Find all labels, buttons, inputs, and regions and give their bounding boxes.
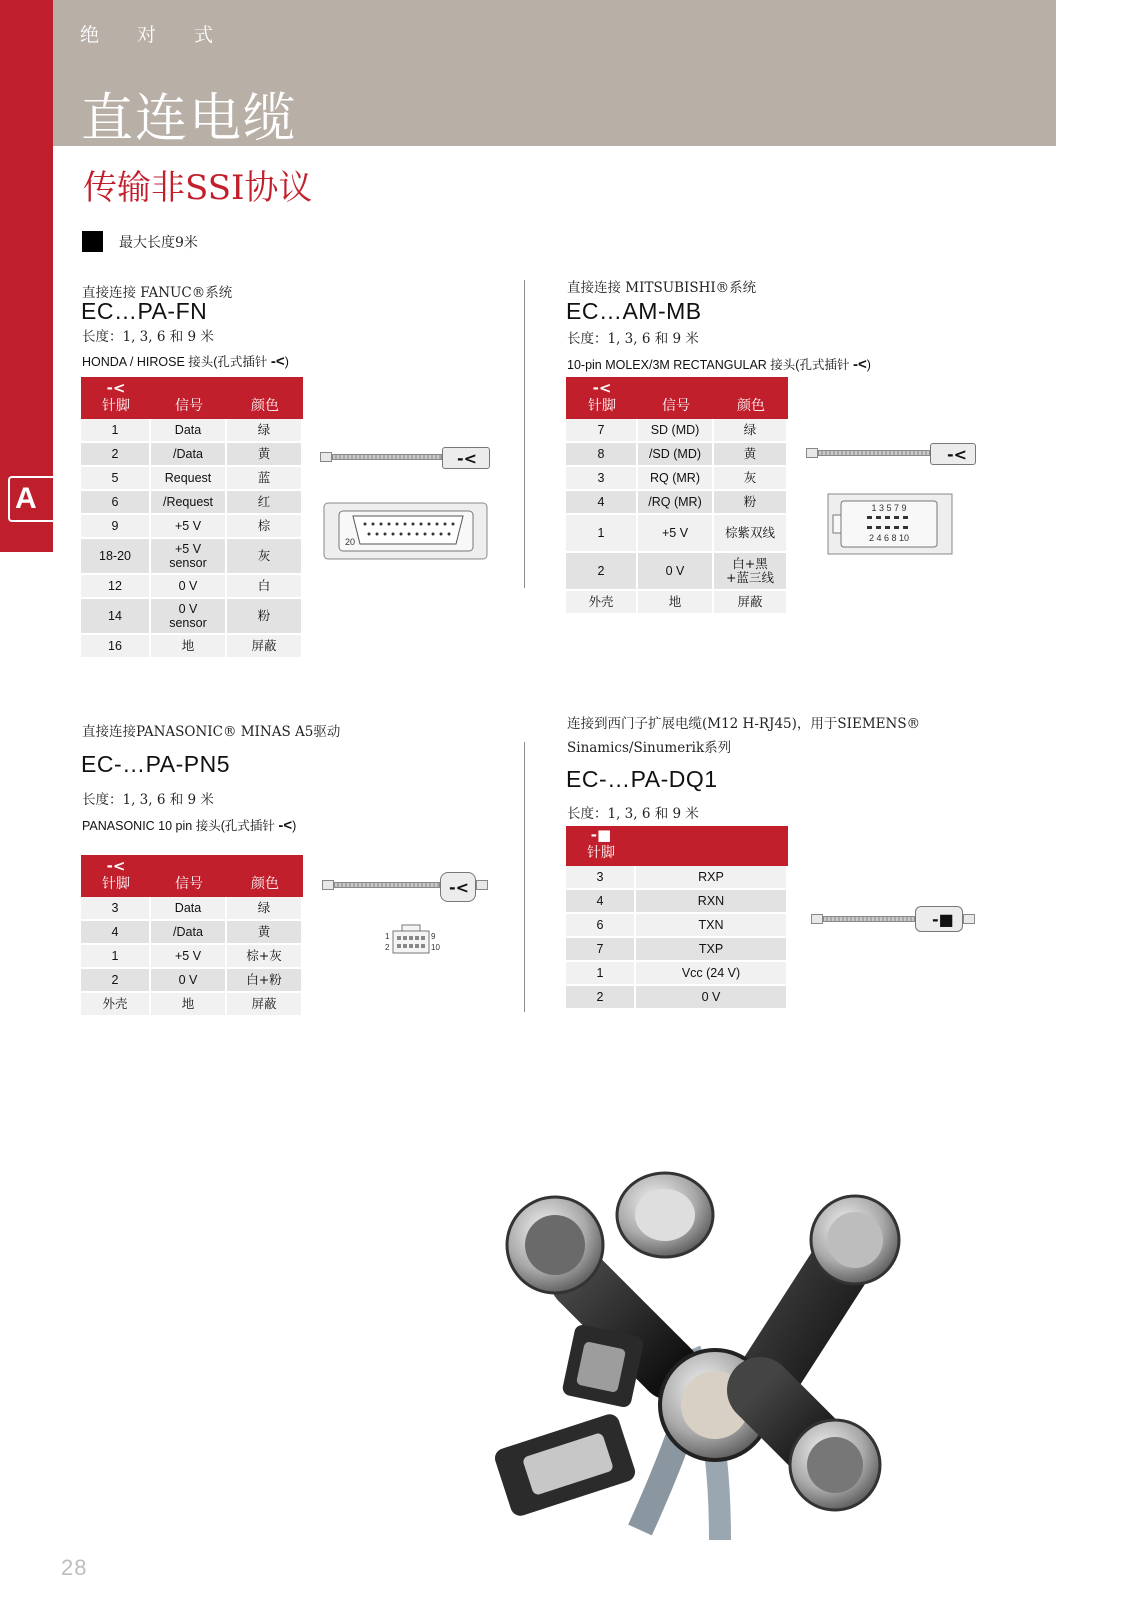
fanuc-diagram-label: 20 bbox=[345, 537, 356, 547]
signal-cell: 地 bbox=[151, 635, 227, 659]
table-row bbox=[81, 539, 303, 575]
signal-cell: TXN bbox=[636, 914, 788, 938]
mitsubishi-connector bbox=[567, 355, 871, 373]
panasonic-heading: 直接连接PANASONIC® MINAS A5驱动 bbox=[82, 724, 341, 740]
color-cell: 红 bbox=[227, 491, 303, 515]
signal-cell: RQ (MR) bbox=[638, 467, 714, 491]
pin-cell: 14 bbox=[81, 599, 151, 635]
page-title: 直连电缆 bbox=[81, 89, 298, 149]
socket-icon: -< bbox=[106, 379, 126, 397]
table-row bbox=[566, 914, 788, 938]
table-row bbox=[566, 443, 788, 467]
color-cell: 粉 bbox=[227, 599, 303, 635]
panasonic-cable-illustration: -< bbox=[322, 872, 490, 902]
siemens-model: EC-…PA-DQ1 bbox=[566, 766, 718, 792]
color-cell: 棕+灰 bbox=[227, 945, 303, 969]
pin-cell: 外壳 bbox=[81, 993, 151, 1017]
fanuc-length: 长度：1, 3, 6 和 9 米 bbox=[82, 329, 214, 345]
table-header-signal bbox=[636, 826, 788, 866]
signal-cell: /Data bbox=[151, 921, 227, 945]
pin-cell: 1 bbox=[566, 515, 638, 553]
table-row bbox=[566, 491, 788, 515]
signal-cell: 地 bbox=[151, 993, 227, 1017]
fanuc-connector-diagram bbox=[323, 502, 488, 560]
color-cell: 黄 bbox=[227, 921, 303, 945]
pin-cell: 2 bbox=[566, 986, 636, 1010]
table-row bbox=[81, 419, 303, 443]
column-divider-bottom bbox=[524, 742, 525, 1012]
mitsubishi-connector-diagram bbox=[827, 493, 953, 555]
pin-cell: 8 bbox=[566, 443, 638, 467]
signal-cell: 地 bbox=[638, 591, 714, 615]
pin-cell: 外壳 bbox=[566, 591, 638, 615]
max-length-text: 最大长度9米 bbox=[119, 234, 198, 251]
panasonic-diagram-label: 9 bbox=[431, 932, 436, 941]
siemens-length: 长度：1, 3, 6 和 9 米 bbox=[567, 806, 699, 822]
socket-icon: -< bbox=[278, 817, 293, 834]
table-row bbox=[566, 467, 788, 491]
panasonic-connector bbox=[82, 816, 296, 834]
fanuc-connector-text: HONDA / HIROSE 接头(孔式插针 bbox=[82, 355, 268, 369]
pin-cell: 2 bbox=[81, 443, 151, 467]
fanuc-heading: 直接连接 FANUC®系统 bbox=[82, 285, 233, 301]
fanuc-model: EC…PA-FN bbox=[81, 298, 208, 324]
pin-cell: 6 bbox=[566, 914, 636, 938]
socket-icon: -< bbox=[106, 857, 126, 875]
table-row bbox=[566, 515, 788, 553]
signal-cell: 0 V bbox=[151, 969, 227, 993]
page-header bbox=[53, 0, 1056, 149]
mitsubishi-model: EC…AM-MB bbox=[566, 298, 702, 324]
fanuc-cable-illustration: -< bbox=[320, 447, 490, 471]
section-tab-letter: A bbox=[15, 482, 37, 515]
siemens-heading-line1: 连接到西门子扩展电缆(M12 H-RJ45)，用于SIEMENS® bbox=[567, 716, 921, 732]
table-header-signal: 信号 bbox=[151, 377, 227, 419]
pin-cell: 18-20 bbox=[81, 539, 151, 575]
pin-cell: 5 bbox=[81, 467, 151, 491]
socket-icon: -< bbox=[270, 353, 285, 370]
color-cell: 黄 bbox=[227, 443, 303, 467]
signal-cell: /SD (MD) bbox=[638, 443, 714, 467]
color-cell: 棕 bbox=[227, 515, 303, 539]
signal-cell: Data bbox=[151, 897, 227, 921]
panasonic-connector-text: PANASONIC 10 pin 接头(孔式插针 bbox=[82, 819, 275, 833]
pin-cell: 6 bbox=[81, 491, 151, 515]
table-row bbox=[81, 969, 303, 993]
signal-cell: +5 V bbox=[151, 515, 227, 539]
signal-cell: Request bbox=[151, 467, 227, 491]
table-row bbox=[566, 419, 788, 443]
table-row bbox=[81, 635, 303, 659]
table-row bbox=[81, 599, 303, 635]
panasonic-diagram-label: 1 bbox=[385, 932, 390, 941]
table-row bbox=[81, 993, 303, 1017]
color-cell: 粉 bbox=[714, 491, 788, 515]
color-cell: 灰 bbox=[714, 467, 788, 491]
socket-icon: -< bbox=[852, 356, 867, 373]
color-cell: 蓝 bbox=[227, 467, 303, 491]
panasonic-diagram-label: 2 bbox=[385, 943, 390, 952]
socket-icon: -< bbox=[592, 379, 612, 397]
panasonic-pin-table bbox=[81, 855, 303, 1017]
table-header-signal: 信号 bbox=[151, 855, 227, 897]
table-row bbox=[81, 945, 303, 969]
signal-cell: +5 V sensor bbox=[151, 539, 227, 575]
signal-cell: TXP bbox=[636, 938, 788, 962]
panasonic-diagram-label: 10 bbox=[431, 943, 440, 952]
signal-cell: /Data bbox=[151, 443, 227, 467]
panasonic-connector-end: ) bbox=[292, 819, 297, 833]
panasonic-connector-diagram bbox=[382, 922, 444, 962]
color-cell: 屏蔽 bbox=[714, 591, 788, 615]
pin-cell: 12 bbox=[81, 575, 151, 599]
pin-cell: 3 bbox=[81, 897, 151, 921]
signal-cell: 0 V bbox=[151, 575, 227, 599]
mitsubishi-diagram-bottom: 2 4 6 8 10 bbox=[868, 533, 910, 543]
pin-cell: 1 bbox=[81, 945, 151, 969]
siemens-heading-line2: Sinamics/Sinumerik系列 bbox=[567, 740, 732, 756]
signal-cell: 0 V bbox=[638, 553, 714, 591]
color-cell: 屏蔽 bbox=[227, 635, 303, 659]
signal-cell: 0 V sensor bbox=[151, 599, 227, 635]
cable-connectors-photo bbox=[460, 1160, 920, 1560]
signal-cell: Data bbox=[151, 419, 227, 443]
mitsubishi-diagram-top: 1 3 5 7 9 bbox=[871, 503, 907, 513]
pin-cell: 7 bbox=[566, 419, 638, 443]
color-cell: 绿 bbox=[714, 419, 788, 443]
pin-cell: 4 bbox=[566, 890, 636, 914]
pin-cell: 3 bbox=[566, 866, 636, 890]
color-cell: 绿 bbox=[227, 897, 303, 921]
black-square-icon bbox=[82, 231, 103, 252]
table-header-pin: -< 针脚 bbox=[81, 855, 151, 897]
pin-cell: 4 bbox=[566, 491, 638, 515]
table-header-signal: 信号 bbox=[638, 377, 714, 419]
page-number: 28 bbox=[61, 1555, 88, 1580]
color-cell: 黄 bbox=[714, 443, 788, 467]
color-cell: 白 bbox=[227, 575, 303, 599]
section-tab-a[interactable] bbox=[8, 476, 53, 522]
table-row bbox=[81, 467, 303, 491]
table-row bbox=[566, 866, 788, 890]
pin-cell: 2 bbox=[566, 553, 638, 591]
color-cell: 白+粉 bbox=[227, 969, 303, 993]
table-row bbox=[566, 986, 788, 1010]
mitsubishi-connector-end: ) bbox=[866, 358, 871, 372]
mitsubishi-heading: 直接连接 MITSUBISHI®系统 bbox=[567, 280, 757, 296]
pin-cell: 1 bbox=[566, 962, 636, 986]
pin-cell: 16 bbox=[81, 635, 151, 659]
table-header-pin: -< 针脚 bbox=[566, 377, 638, 419]
table-row bbox=[81, 897, 303, 921]
pin-cell: 4 bbox=[81, 921, 151, 945]
table-row bbox=[566, 962, 788, 986]
color-cell: 屏蔽 bbox=[227, 993, 303, 1017]
signal-cell: 0 V bbox=[636, 986, 788, 1010]
signal-cell: SD (MD) bbox=[638, 419, 714, 443]
page-subtitle: 传输非SSI协议 bbox=[83, 168, 313, 208]
mitsubishi-length: 长度：1, 3, 6 和 9 米 bbox=[567, 331, 699, 347]
table-header-pin: -■ 针脚 bbox=[566, 826, 636, 866]
signal-cell: /RQ (MR) bbox=[638, 491, 714, 515]
table-header-color: 颜色 bbox=[227, 855, 303, 897]
panasonic-length: 长度：1, 3, 6 和 9 米 bbox=[82, 792, 214, 808]
signal-cell: +5 V bbox=[151, 945, 227, 969]
table-row bbox=[81, 443, 303, 467]
table-header-color: 颜色 bbox=[227, 377, 303, 419]
color-cell: 绿 bbox=[227, 419, 303, 443]
table-row bbox=[566, 938, 788, 962]
panasonic-model: EC-…PA-PN5 bbox=[81, 751, 230, 777]
table-row bbox=[81, 491, 303, 515]
fanuc-connector-end: ) bbox=[284, 355, 289, 369]
table-row bbox=[81, 921, 303, 945]
fanuc-connector bbox=[82, 352, 289, 370]
table-row bbox=[566, 890, 788, 914]
plug-icon: -■ bbox=[590, 826, 612, 844]
max-length-note bbox=[82, 231, 198, 252]
table-header-color: 颜色 bbox=[714, 377, 788, 419]
signal-cell: RXN bbox=[636, 890, 788, 914]
pin-cell: 1 bbox=[81, 419, 151, 443]
signal-cell: /Request bbox=[151, 491, 227, 515]
table-row bbox=[81, 515, 303, 539]
mitsubishi-cable-illustration: -< bbox=[806, 443, 971, 467]
header-subtitle: 绝 对 式 bbox=[80, 24, 230, 46]
column-divider-top bbox=[524, 280, 525, 588]
sidebar-red-band bbox=[0, 0, 53, 552]
pin-cell: 2 bbox=[81, 969, 151, 993]
table-row bbox=[566, 591, 788, 615]
mitsubishi-pin-table bbox=[566, 377, 788, 615]
siemens-cable-illustration: -■ bbox=[811, 906, 975, 932]
pin-cell: 7 bbox=[566, 938, 636, 962]
table-header-pin: -< 针脚 bbox=[81, 377, 151, 419]
color-cell: 棕紫双线 bbox=[714, 515, 788, 553]
table-row bbox=[566, 553, 788, 591]
fanuc-pin-table bbox=[81, 377, 303, 659]
color-cell: 灰 bbox=[227, 539, 303, 575]
color-cell: 白+黑+蓝三线 bbox=[714, 553, 788, 591]
pin-cell: 3 bbox=[566, 467, 638, 491]
signal-cell: Vcc (24 V) bbox=[636, 962, 788, 986]
table-row bbox=[81, 575, 303, 599]
signal-cell: +5 V bbox=[638, 515, 714, 553]
mitsubishi-connector-text: 10-pin MOLEX/3M RECTANGULAR 接头(孔式插针 bbox=[567, 358, 850, 372]
pin-cell: 9 bbox=[81, 515, 151, 539]
siemens-pin-table bbox=[566, 826, 788, 1010]
signal-cell: RXP bbox=[636, 866, 788, 890]
